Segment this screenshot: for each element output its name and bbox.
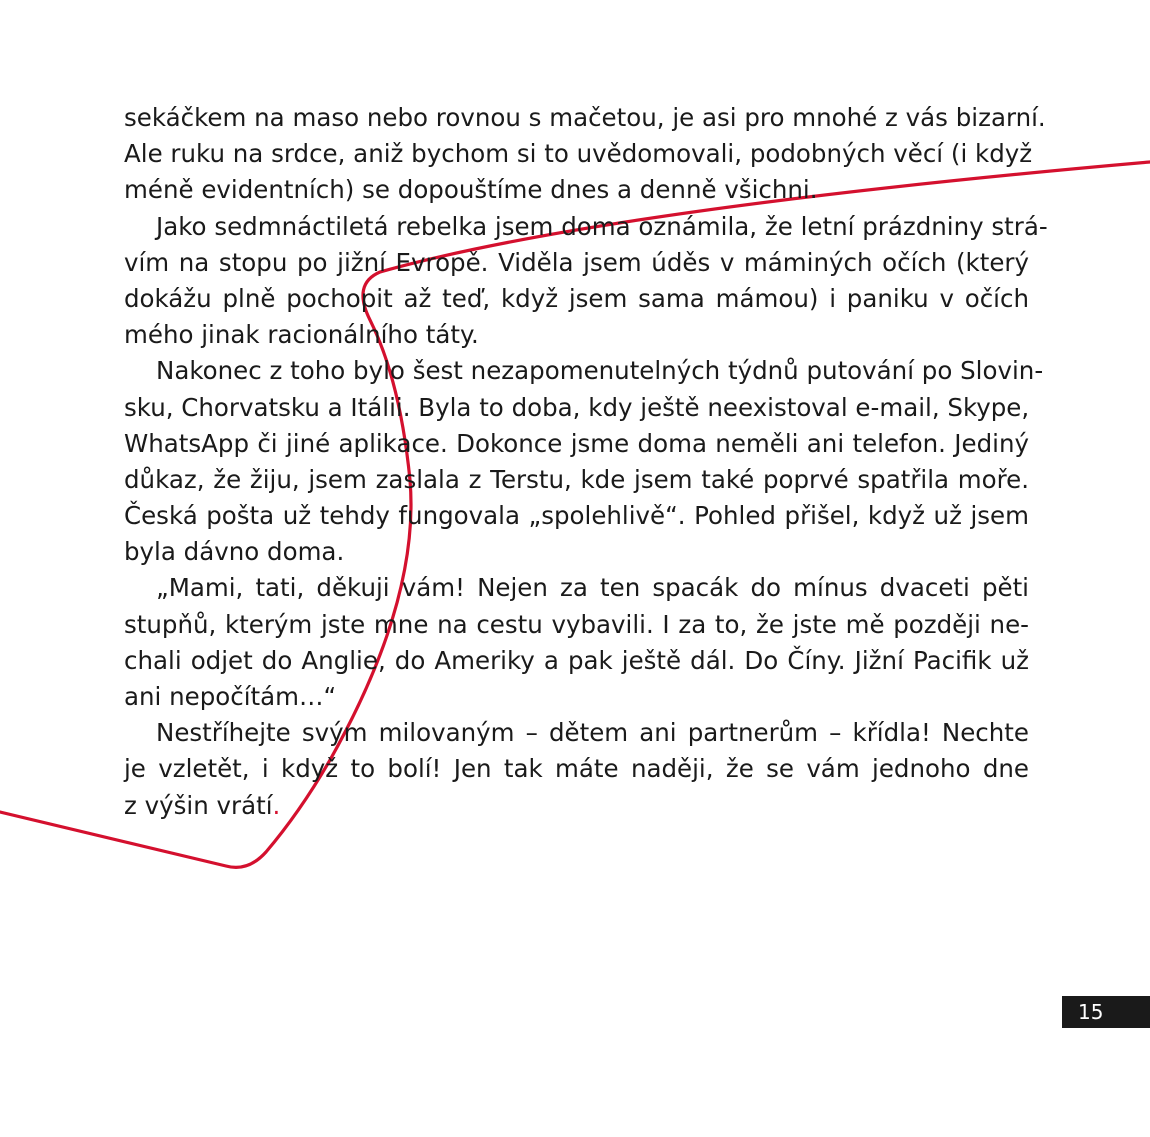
text-line: vím na stopu po jižní Evropě. Viděla jsem úděs v máminých očích (který: [124, 247, 1029, 277]
text-line: Nakonec z toho bylo šest nezapomenutelných týdnů putování po Slovin-: [156, 356, 1044, 386]
page-number: 15: [1078, 1000, 1104, 1024]
text-line: „Mami, tati, děkuji vám! Nejen za ten spacák do mínus dvaceti pěti: [156, 573, 1029, 603]
text-line: Nestříhejte svým milovaným – dětem ani partnerům – křídla! Nechte: [156, 718, 1029, 748]
text-line-content: z výšin vrátí: [124, 790, 273, 820]
text-line: důkaz, že žiju, jsem zaslala z Terstu, kde jsem také poprvé spatřila moře.: [124, 464, 1029, 494]
body-text: [124, 100, 1048, 824]
text-line: sku, Chorvatsku a Itálii. Byla to doba, kdy ještě neexistoval e-mail, Skype,: [124, 392, 1030, 422]
text-line: Ale ruku na srdce, aniž bychom si to uvědomovali, podobných věcí (i když: [124, 139, 1033, 169]
red-end-mark: .: [272, 790, 281, 820]
text-line: byla dávno doma.: [124, 537, 345, 567]
text-line: WhatsApp či jiné aplikace. Dokonce jsme doma neměli ani telefon. Jediný: [124, 428, 1029, 458]
text-line: méně evidentních) se dopouštíme dnes a denně všichni.: [124, 175, 818, 205]
text-line: chali odjet do Anglie, do Ameriky a pak ještě dál. Do Číny. Jižní Pacifik už: [124, 645, 1029, 675]
text-line: mého jinak racionálního táty.: [124, 320, 479, 350]
text-line: Jako sedmnáctiletá rebelka jsem doma oznámila, že letní prázdniny strá-: [156, 211, 1048, 241]
text-line: Česká pošta už tehdy fungovala „spolehlivě“. Pohled přišel, když už jsem: [124, 501, 1029, 531]
text-line: ani nepočítám…“: [124, 682, 337, 711]
text-line: sekáčkem na maso nebo rovnou s mačetou, je asi pro mnohé z vás bizarní.: [124, 103, 1046, 132]
text-line: [124, 788, 1029, 824]
text-line: stupňů, kterým jste mne na cestu vybavili. I za to, že jste mě později ne-: [124, 609, 1029, 639]
text-line: dokážu plně pochopit až teď, když jsem sama mámou) i paniku v očích: [124, 283, 1029, 313]
text-line: je vzletět, i když to bolí! Jen tak máte naději, že se vám jednoho dne: [124, 754, 1029, 784]
page-number-box: [1062, 996, 1150, 1028]
